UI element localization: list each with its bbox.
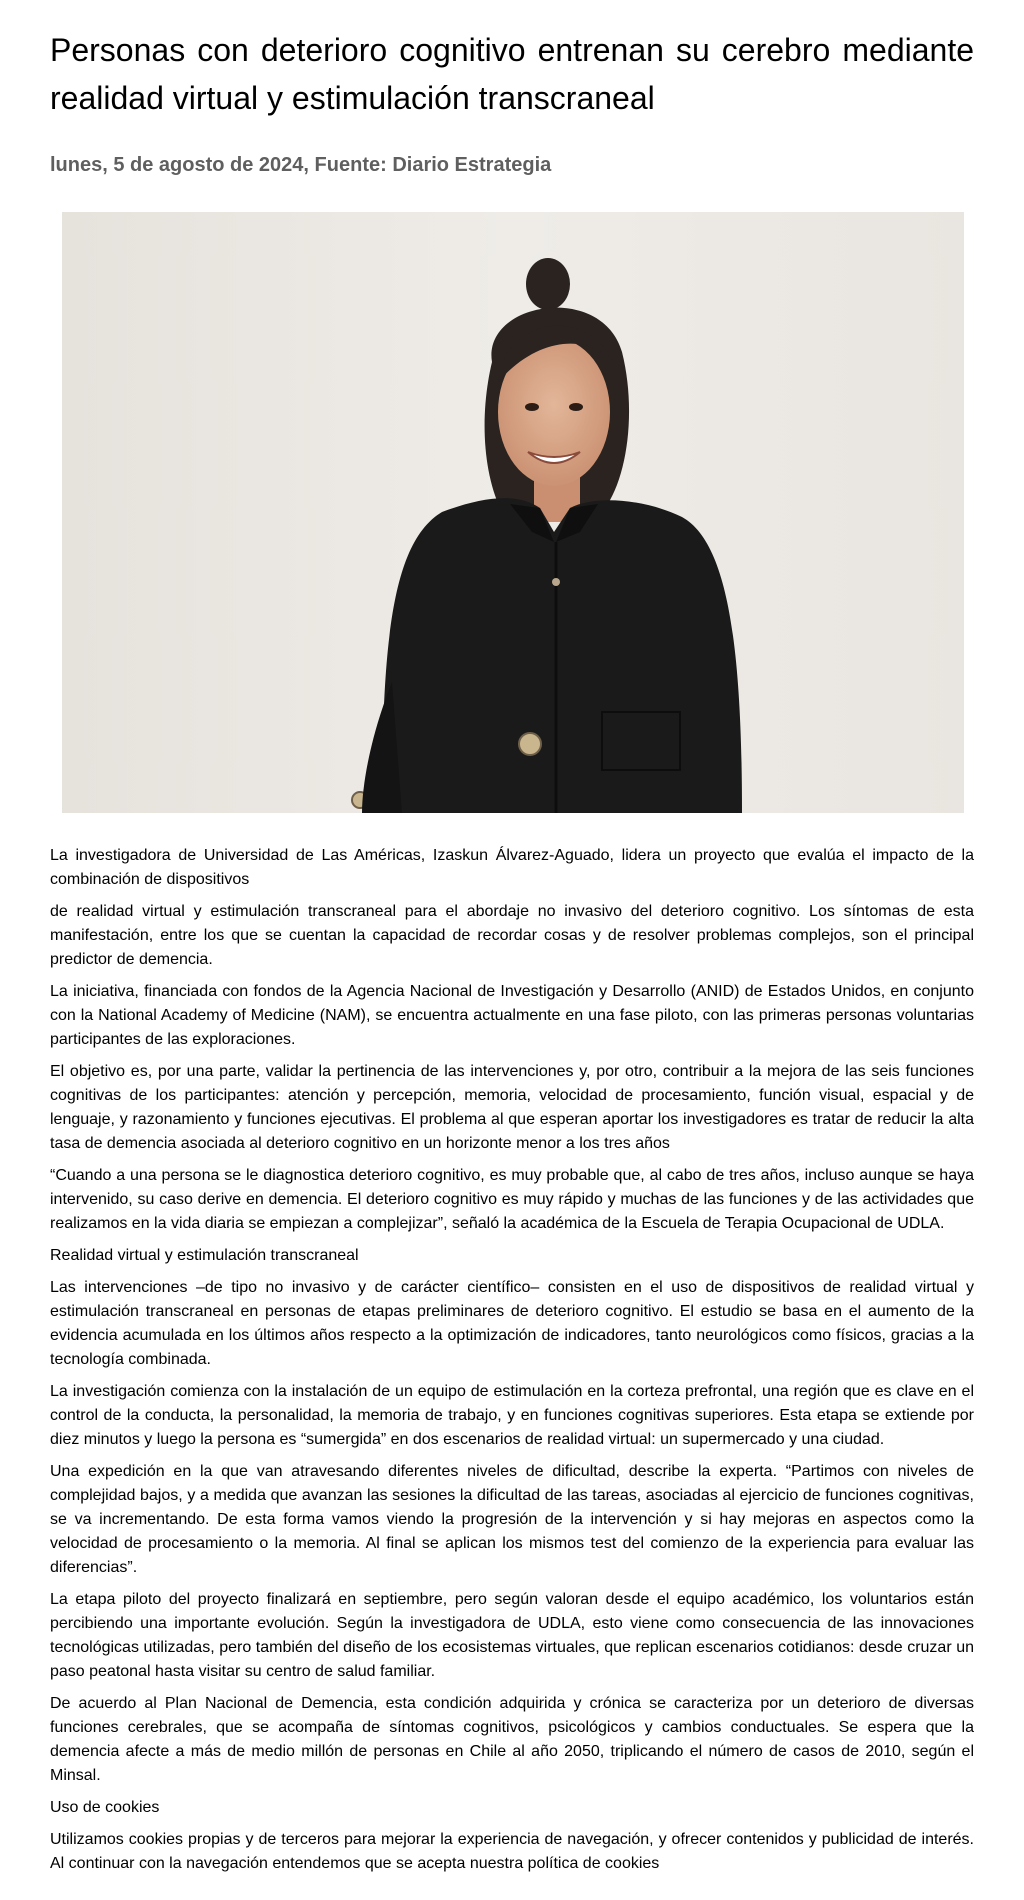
portrait-photo-icon [62,212,964,813]
paragraph: La investigación comienza con la instalación de un equipo de estimulación en la corteza prefrontal, una región que es clave en el control de la conducta, la personalidad, la memoria de trabajo, y en funciones cognitivas superiores. Esta etapa se extiende por diez minutos y luego la persona es “sumergida” en dos escenarios de realidad virtual: un supermercado y una ciudad. [50,1383,974,1448]
paragraph: La investigadora de Universidad de Las Américas, Izaskun Álvarez-Aguado, lidera un proyecto que evalúa el impacto de la combinación de dispositivos [50,847,974,888]
paragraph: “Cuando a una persona se le diagnostica deterioro cognitivo, es muy probable que, al cabo de tres años, incluso aunque se haya intervenido, su caso derive en demencia. El deterioro cognitivo es muy rápido y muchas de las funciones y de las actividades que realizamos en la vida diaria se empiezan a complejizar”, señaló la académica de la Escuela de Terapia Ocupacional de UDLA. [50,1167,974,1232]
cookies-heading: Uso de cookies [50,1799,160,1816]
article-photo [62,212,964,813]
article-date-source: lunes, 5 de agosto de 2024, Fuente: Diario Estrategia [50,154,552,176]
paragraph: La etapa piloto del proyecto finalizará en septiembre, pero según valoran desde el equipo académico, los voluntarios están percibiendo una importante evolución. Según la investigadora de UDLA, esto viene como consecuencia de las innovaciones tecnológicas utilizadas, pero también del diseño de los ecosistemas virtuales, que replican escenarios cotidianos: desde cruzar un paso peatonal hasta visitar su centro de salud familiar. [50,1591,974,1680]
article-title: Personas con deterioro cognitivo entrenan su cerebro mediante realidad virtual y estimulación transcraneal [50,32,974,116]
section-subhead: Realidad virtual y estimulación transcraneal [50,1247,359,1264]
paragraph: Las intervenciones –de tipo no invasivo y de carácter científico– consisten en el uso de dispositivos de realidad virtual y estimulación transcraneal en personas de etapas preliminares de deterioro cognitivo. El estudio se basa en el aumento de la evidencia acumulada en los últimos años respecto a la optimización de indicadores, tanto neurológicos como físicos, gracias a la tecnología combinada. [50,1279,974,1368]
paragraph: De acuerdo al Plan Nacional de Demencia, esta condición adquirida y crónica se caracteriza por un deterioro de diversas funciones cerebrales, que se acompaña de síntomas cognitivos, psicológicos y cambios conductuales. Se espera que la demencia afecte a más de medio millón de personas en Chile al año 2050, triplicando el número de casos de 2010, según el Minsal. [50,1695,974,1784]
article-body [50,844,974,1876]
paragraph: Una expedición en la que van atravesando diferentes niveles de dificultad, describe la experta. “Partimos con niveles de complejidad bajos, y a medida que avanzan las sesiones la dificultad de las tareas, asociadas al ejercicio de funciones cognitivas, se va incrementando. De esta forma vamos viendo la progresión de la intervención y si hay mejoras en aspectos como la velocidad de procesamiento o la memoria. Al final se aplican los mismos test del comienzo de la experiencia para evaluar las diferencias”. [50,1463,974,1576]
paragraph: La iniciativa, financiada con fondos de la Agencia Nacional de Investigación y Desarrollo (ANID) de Estados Unidos, en conjunto con la National Academy of Medicine (NAM), se encuentra actualmente en una fase piloto, con las primeras personas voluntarias participantes de las exploraciones. [50,983,974,1048]
paragraph: El objetivo es, por una parte, validar la pertinencia de las intervenciones y, por otro, contribuir a la mejora de las seis funciones cognitivas de los participantes: atención y percepción, memoria, velocidad de procesamiento, función visual, espacial y de lenguaje, y razonamiento y funciones ejecutivas. El problema al que esperan aportar los investigadores es tratar de reducir la alta tasa de demencia asociada al deterioro cognitivo en un horizonte menor a los tres años [50,1063,974,1152]
paragraph: de realidad virtual y estimulación transcraneal para el abordaje no invasivo del deterioro cognitivo. Los síntomas de esta manifestación, entre los que se cuentan la capacidad de recordar cosas y de resolver problemas complejos, son el principal predictor de demencia. [50,903,974,968]
cookies-notice: Utilizamos cookies propias y de terceros para mejorar la experiencia de navegación, y ofrecer contenidos y publicidad de interés. Al continuar con la navegación entendemos que se acepta nuestra política de cookies [50,1831,974,1872]
